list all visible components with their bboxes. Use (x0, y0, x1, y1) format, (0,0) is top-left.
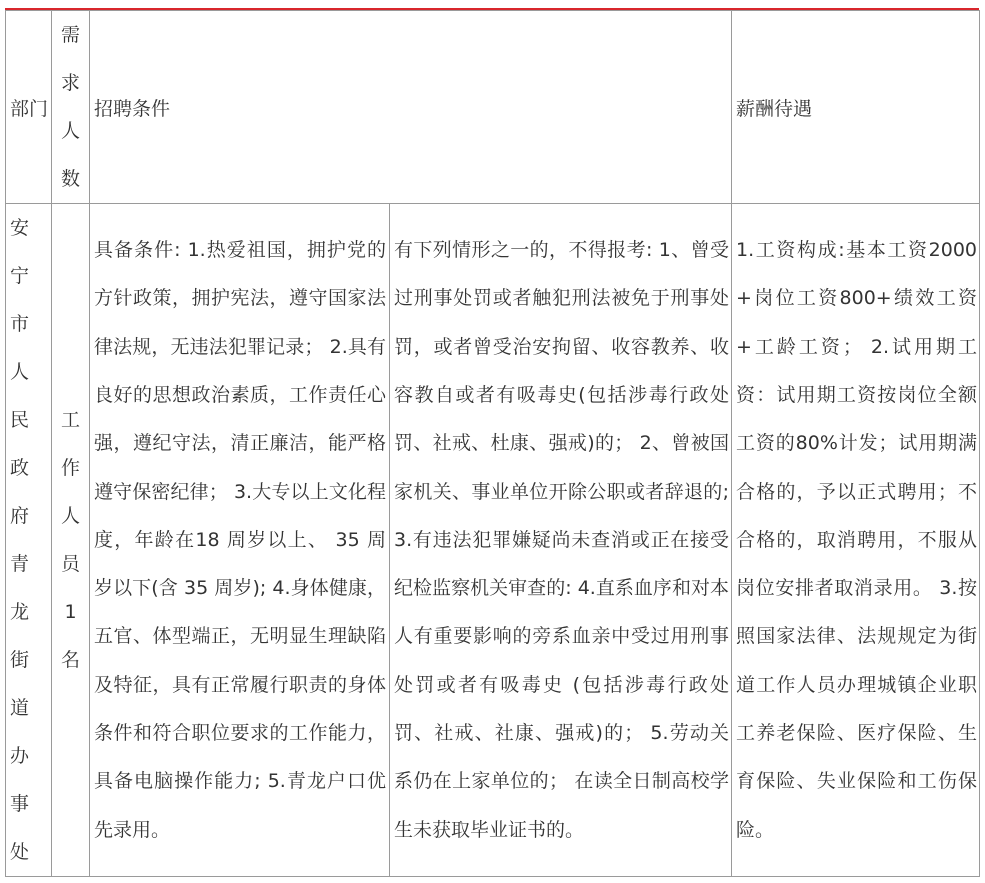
headcount: 工作人员1名 (60, 409, 80, 671)
table-row (6, 204, 980, 877)
dept-cell (6, 204, 52, 877)
exclusions-text: 有下列情形之一的，不得报考: 1、曾受过刑事处罚或者触犯刑法被免于刑事处罚，或者曾受治安拘留、收容教养、收容教自或者有吸毒史(包括涉毒行政处罚、社戒、杜康、强戒)的； 2、曾被国家机关、事业单位开除公职或者辞退的; 3.有违法犯罪嫌疑尚未查消或正在接受纪检监察机关审查的: 4.直系血序和对本人有重要影响的旁系血亲中受过用刑事处罚或者有吸毒史 (包括涉毒行政处罚、社戒、社康、强戒)的； 5.劳动关系仍在上家单位的； 在读全日制高校学生未获取毕业证书的。 (394, 239, 730, 841)
header-conditions-cell (90, 11, 732, 204)
count-cell (52, 204, 90, 877)
header-conditions: 招聘条件 (94, 97, 171, 120)
header-dept: 部门 (10, 97, 49, 120)
requirements-cell (90, 204, 390, 877)
header-dept-cell (6, 11, 52, 204)
salary-text: 1.工资构成:基本工资2000+岗位工资800+绩效工资+工龄工资； 2.试用期工资：试用期工资按岗位全额工资的80%计发；试用期满合格的，予以正式聘用；不合格的，取消聘用，不服从岗位安排者取消录用。 3.按照国家法律、法规规定为街道工作人员办理城镇企业职工养老保险、医疗保险、生育保险、失业保险和工伤保险。 (736, 239, 978, 841)
requirements-text: 具备条件: 1.热爱祖国，拥护党的方针政策，拥护宪法，遵守国家法律法规，无违法犯罪记录； 2.具有良好的思想政治素质，工作责任心强，遵纪守法，清正廉洁，能严格遵守保密纪律； 3.大专以上文化程度，年龄在18 周岁以上、 35 周岁以下(含 35 周岁); 4.身体健康，五官、体型端正，无明显生理缺陷及特征，具有正常履行职责的身体条件和符合职位要求的工作能力，具备电脑操作能力; 5.青龙户口优先录用。 (94, 239, 386, 841)
recruitment-table (5, 10, 980, 877)
exclusions-cell (390, 204, 732, 877)
header-count-cell (52, 11, 90, 204)
dept-name: 安宁市人民政府青龙街道办事处 (10, 217, 30, 863)
header-salary-cell (732, 11, 980, 204)
header-count: 需求人数 (60, 24, 80, 190)
header-salary: 薪酬待遇 (736, 97, 813, 120)
salary-cell (732, 204, 980, 877)
header-row (6, 11, 980, 204)
